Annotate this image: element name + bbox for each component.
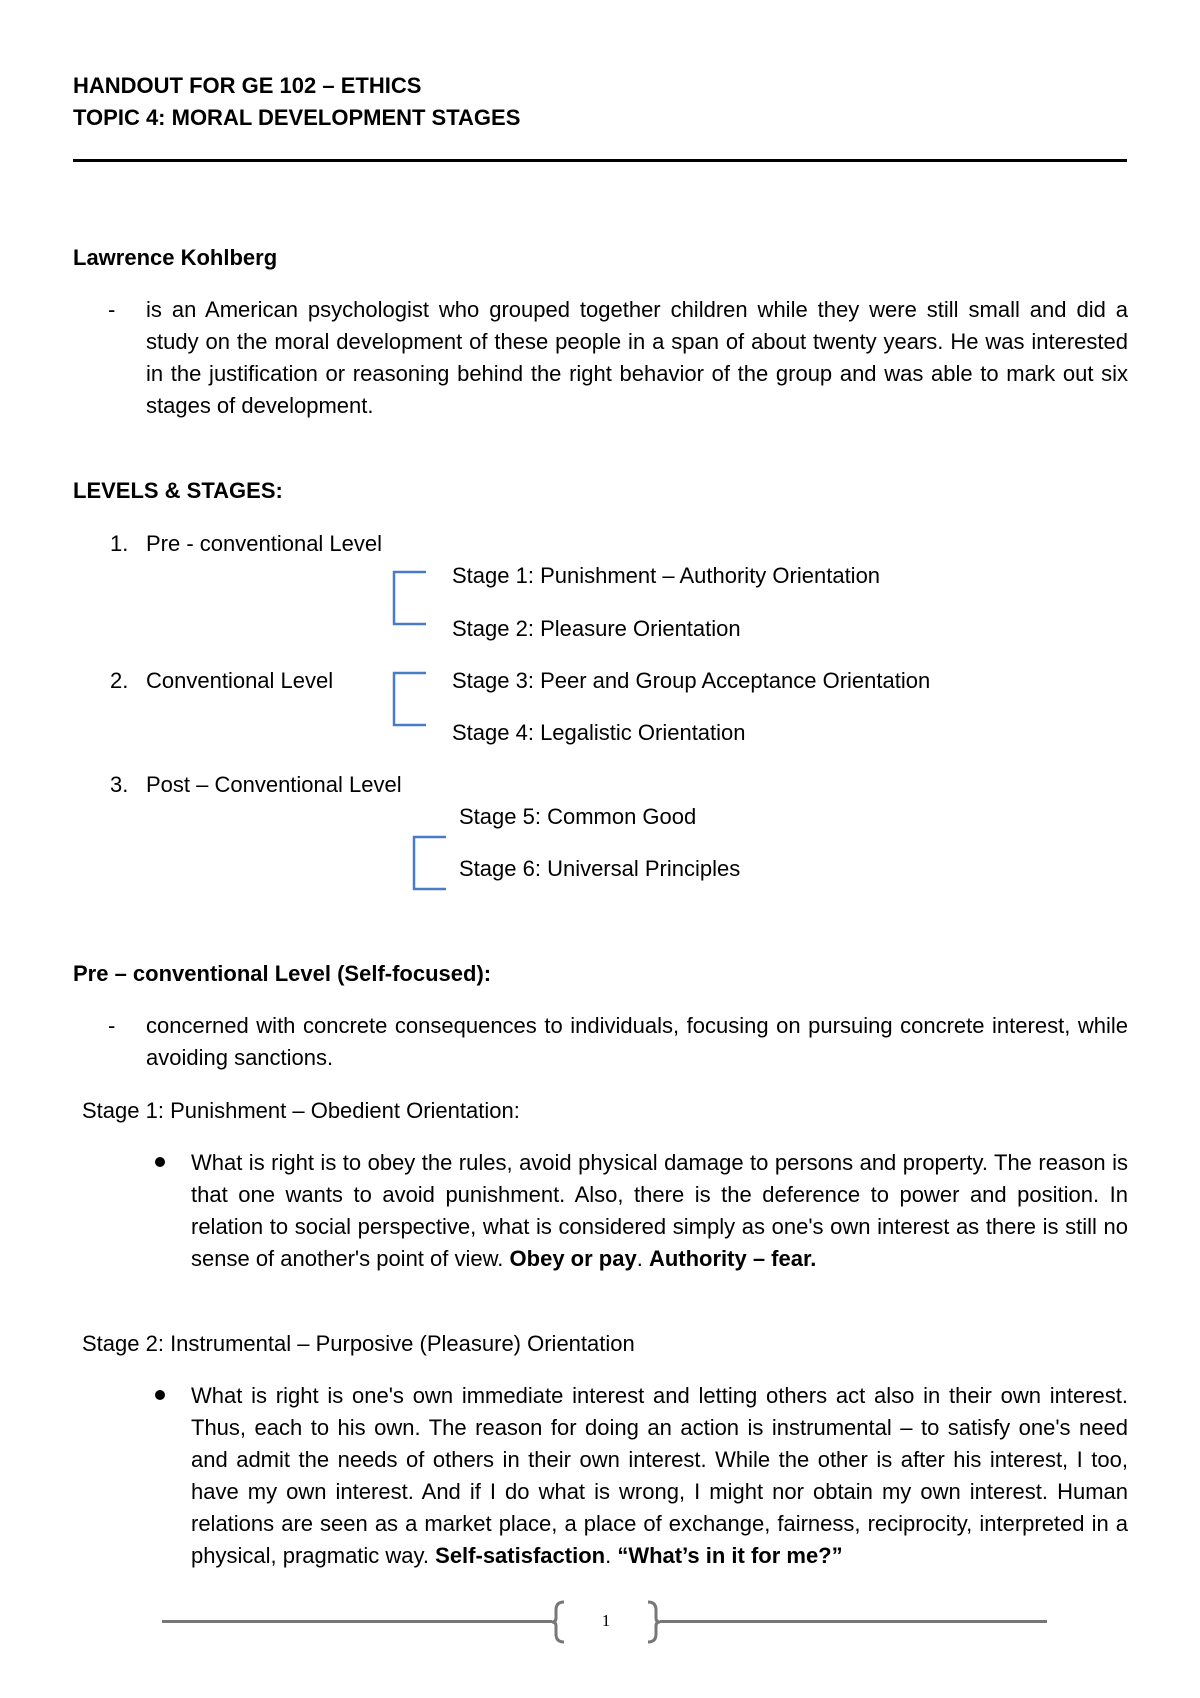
preconventional-heading: Pre – conventional Level (Self-focused): [73, 961, 492, 986]
levels-heading: LEVELS & STAGES: [73, 478, 283, 503]
bracket-level-1 [390, 570, 430, 626]
kohlberg-description: is an American psychologist who grouped together children while they were still small and did a study on the moral development of these people in a span of about twenty years. He was interested in the justification or reasoning behind the right behavior of the group and was able to mark out six stages of development. [146, 297, 1128, 418]
level-label-2: Conventional Level [146, 668, 334, 693]
stage-2-label: Stage 2: Pleasure Orientation [452, 616, 741, 641]
stage-5-label: Stage 5: Common Good [459, 804, 697, 829]
dash-marker: - [108, 297, 116, 322]
header-divider [73, 159, 1127, 162]
bullet-icon [155, 1157, 165, 1167]
bullet-icon [155, 1390, 165, 1400]
footer-left-brace [552, 1600, 566, 1649]
bracket-level-2 [390, 671, 430, 727]
stage-1-text: What is right is to obey the rules, avoid physical damage to persons and property. The reason is that one wants to avoid punishment. Also, there is the deference to power and position. In relation to social perspective, what is considered simply as one's own interest as there is still no sense of another's point of view. Obey or pay. Authority – fear. [191, 1150, 1128, 1271]
document-title: HANDOUT FOR GE 102 – ETHICS [73, 73, 422, 98]
preconventional-description: concerned with concrete consequences to individuals, focusing on pursuing concrete interest, while avoiding sanctions. [146, 1013, 1128, 1070]
stage-3-label: Stage 3: Peer and Group Acceptance Orientation [452, 668, 931, 693]
stage-2-title: Stage 2: Instrumental – Purposive (Pleasure) Orientation [82, 1331, 635, 1356]
stage-1-label: Stage 1: Punishment – Authority Orientation [452, 563, 881, 588]
level-number-1: 1. [110, 531, 129, 556]
stage-1-title: Stage 1: Punishment – Obedient Orientation: [82, 1098, 520, 1123]
page-number: 1 [601, 1611, 611, 1630]
footer-right-brace [646, 1600, 660, 1649]
stage-2-text: What is right is one's own immediate interest and letting others act also in their own interest. Thus, each to his own. The reason for doing an action is instrumental – to satisfy one's need and admit the needs of others in their own interest. While the other is after his interest, I too, have my own interest. And if I do what is wrong, I might nor obtain my own interest. Human relations are seen as a market place, a place of exchange, fairness, reciprocity, interpreted in a physical, pragmatic way. Self-satisfaction. “What’s in it for me?” [191, 1383, 1128, 1568]
level-label-1: Pre - conventional Level [146, 531, 383, 556]
footer-line-left [162, 1620, 552, 1623]
footer-line-right [660, 1620, 1047, 1623]
stage-4-label: Stage 4: Legalistic Orientation [452, 720, 746, 745]
level-number-2: 2. [110, 668, 129, 693]
bracket-level-3 [410, 835, 450, 891]
level-label-3: Post – Conventional Level [146, 772, 402, 797]
dash-marker: - [108, 1013, 116, 1038]
stage-6-label: Stage 6: Universal Principles [459, 856, 741, 881]
section-heading-kohlberg: Lawrence Kohlberg [73, 245, 278, 270]
level-number-3: 3. [110, 772, 129, 797]
topic-title: TOPIC 4: MORAL DEVELOPMENT STAGES [73, 105, 521, 130]
